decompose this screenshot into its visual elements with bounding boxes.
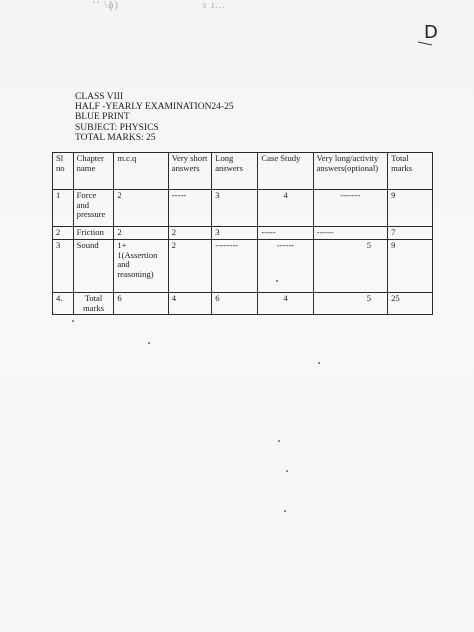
scan-speck [72, 320, 74, 322]
cell-chapter: Force and pressure [73, 190, 114, 227]
cell-total: 9 [388, 190, 433, 227]
cell-very-long: ------- [313, 190, 388, 227]
header-very-long: Very long/activity answers(optional) [313, 153, 388, 190]
scan-speck [284, 510, 286, 512]
cell-total: 7 [388, 227, 433, 240]
cell-very-short: 2 [168, 227, 211, 240]
cell-chapter: Sound [73, 240, 114, 293]
cell-long: 6 [212, 293, 258, 315]
cell-mcq: 2 [114, 227, 168, 240]
cell-sl: 2 [53, 227, 74, 240]
header-sl-no: Sl no [53, 153, 74, 190]
cell-mcq: 1+ 1(Assertion and reasoning) [114, 240, 168, 293]
cell-total: 25 [388, 293, 433, 315]
cell-total: 9 [388, 240, 433, 293]
scan-speck [286, 470, 288, 472]
table-row [53, 293, 433, 315]
scan-speck [278, 440, 280, 442]
header-mcq: m.c.q [114, 153, 168, 190]
header-case-study: Case Study [258, 153, 313, 190]
cell-chapter: Friction [73, 227, 114, 240]
scan-speck [318, 362, 320, 364]
cell-case-study: ----- [258, 227, 313, 240]
cell-sl: 1 [53, 190, 74, 227]
cell-chapter: Total marks [73, 293, 114, 315]
cell-sl: 3 [53, 240, 74, 293]
cell-long: -------- [212, 240, 258, 293]
table-header-row [53, 153, 433, 190]
exam-title: HALF -YEARLY EXAMINATION24-25 [75, 102, 234, 113]
cell-case-study: ------ [258, 240, 313, 293]
bleed-text-left: ʼʼ \ɸ) [92, 0, 119, 11]
cell-long: 3 [212, 190, 258, 227]
blueprint-table [52, 152, 433, 315]
corner-handwritten-mark: D [424, 22, 438, 43]
class-line: CLASS VIII [75, 92, 124, 102]
scan-speck [276, 280, 278, 282]
cell-very-short: 2 [168, 240, 211, 293]
cell-very-short: ----- [168, 190, 211, 227]
table-row [53, 190, 433, 227]
cell-very-short: 4 [168, 293, 211, 315]
cell-mcq: 2 [114, 190, 168, 227]
cell-mcq: 6 [114, 293, 168, 315]
cell-very-long: 5 [313, 293, 388, 315]
cell-case-study: 4 [258, 190, 313, 227]
table-row [53, 227, 433, 240]
header-total-marks: Total marks [388, 153, 433, 190]
blueprint-title: BLUE PRINT [75, 112, 130, 123]
total-marks-line: TOTAL MARKS: 25 [75, 132, 156, 143]
bleed-text-right: ɜ ɹ... [202, 0, 226, 11]
cell-long: 3 [212, 227, 258, 240]
header-chapter-name: Chapter name [73, 153, 114, 190]
document-header [75, 92, 234, 143]
header-very-short: Very short answers [168, 153, 211, 190]
cell-very-long: 5 [313, 240, 388, 293]
scan-speck [148, 342, 150, 344]
cell-case-study: 4 [258, 293, 313, 315]
table-row [53, 240, 433, 293]
cell-sl: 4. [53, 293, 74, 315]
header-long: Long answers [212, 153, 258, 190]
subject-line: SUBJECT: PHYSICS [75, 122, 159, 133]
cell-very-long: ------ [313, 227, 388, 240]
